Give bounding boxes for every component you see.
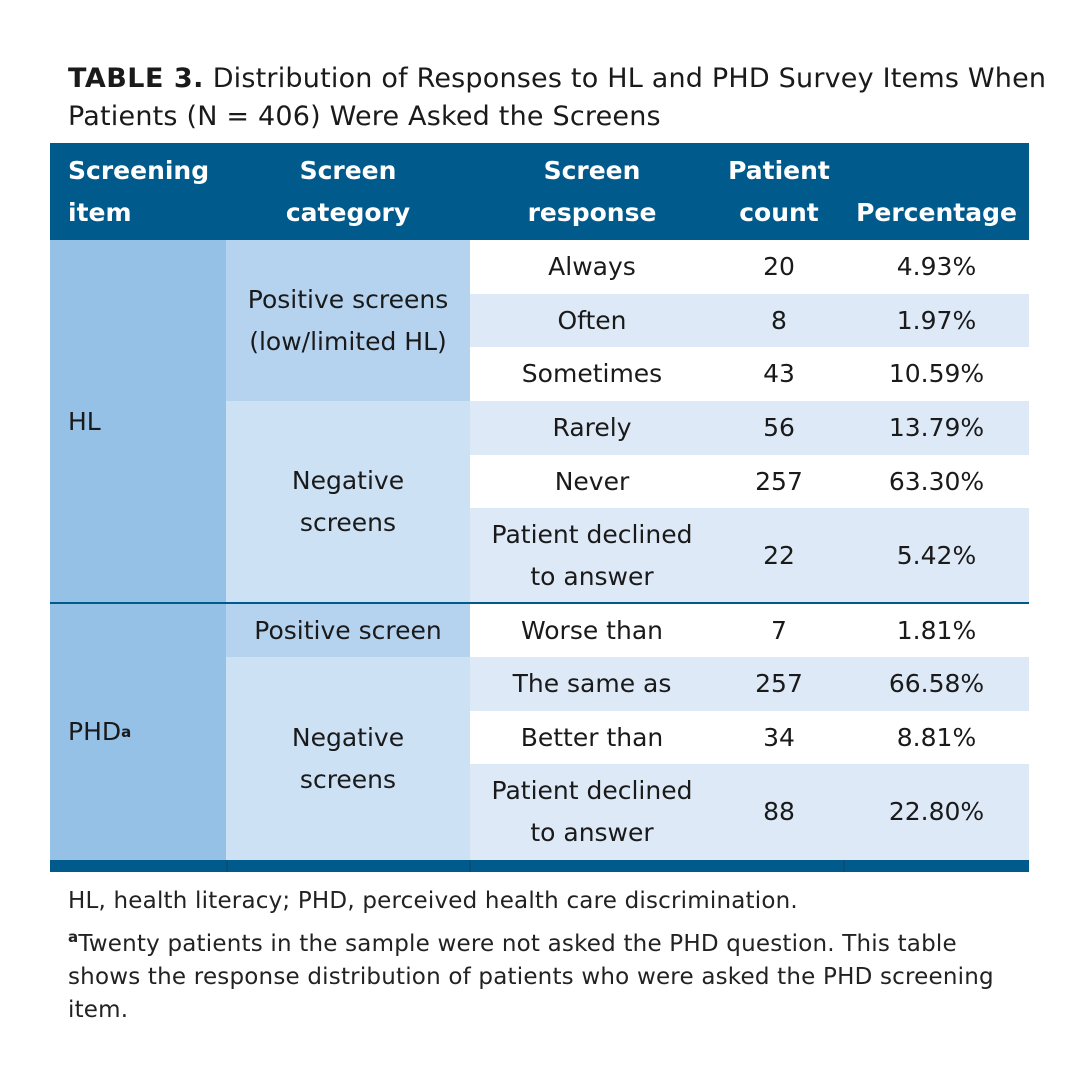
- header-percentage: Percentage: [856, 198, 1017, 227]
- response-cell: Always: [470, 240, 714, 294]
- response-cell: Patient declined to answer: [470, 508, 714, 603]
- response-cell: Patient declined to answer: [470, 764, 714, 860]
- percentage-cell: 1.97%: [844, 294, 1029, 347]
- table-title: [68, 60, 1048, 136]
- count-cell: 257: [714, 657, 844, 711]
- category-phd-positive: Positive screen: [226, 604, 470, 657]
- count-cell: 8: [714, 294, 844, 347]
- header-patient-count: Patient count: [728, 156, 830, 227]
- count-cell: 7: [714, 604, 844, 657]
- column-separator: [469, 860, 471, 872]
- group-item-phd: PHD a: [50, 604, 226, 860]
- count-cell: 56: [714, 401, 844, 455]
- data-table: [50, 143, 1029, 872]
- percentage-cell: 13.79%: [844, 401, 1029, 455]
- footnote-a-text: Twenty patients in the sample were not asked the PHD question. This table shows the response distribution of patients who were asked the PHD screening item.: [68, 931, 994, 1023]
- count-cell: 22: [714, 508, 844, 603]
- percentage-cell: 22.80%: [844, 764, 1029, 860]
- response-cell: Rarely: [470, 401, 714, 455]
- group-item-hl: HL: [50, 240, 226, 603]
- category-phd-negative: Negative screens: [226, 657, 470, 860]
- column-separator: [226, 860, 228, 872]
- header-screen-response: Screen response: [527, 156, 657, 227]
- percentage-cell: 66.58%: [844, 657, 1029, 711]
- count-cell: 43: [714, 347, 844, 401]
- table-label: TABLE 3.: [68, 63, 204, 94]
- header-screen-category: Screen category: [285, 156, 411, 227]
- response-cell: The same as: [470, 657, 714, 711]
- response-cell: Sometimes: [470, 347, 714, 401]
- table-header: [50, 143, 1029, 240]
- response-cell: Worse than: [470, 604, 714, 657]
- header-screening-item: Screening item: [68, 156, 210, 227]
- count-cell: 257: [714, 455, 844, 508]
- category-hl-negative: Negative screens: [226, 401, 470, 603]
- percentage-cell: 1.81%: [844, 604, 1029, 657]
- response-cell: Often: [470, 294, 714, 347]
- table-bottom-rule: [50, 860, 1029, 872]
- percentage-cell: 63.30%: [844, 455, 1029, 508]
- count-cell: 20: [714, 240, 844, 294]
- percentage-cell: 10.59%: [844, 347, 1029, 401]
- category-hl-positive: Positive screens (low/limited HL): [226, 240, 470, 401]
- count-cell: 34: [714, 711, 844, 764]
- footnote-a: [68, 928, 1028, 1027]
- percentage-cell: 5.42%: [844, 508, 1029, 603]
- percentage-cell: 4.93%: [844, 240, 1029, 294]
- footnote-abbreviations: HL, health literacy; PHD, perceived health care discrimination.: [68, 888, 798, 914]
- response-cell: Better than: [470, 711, 714, 764]
- percentage-cell: 8.81%: [844, 711, 1029, 764]
- table-caption: Distribution of Responses to HL and PHD Survey Items When Patients (N = 406) Were Asked the Screens: [68, 63, 1047, 132]
- footnote-a-marker: a: [68, 928, 79, 946]
- column-separator: [843, 860, 845, 872]
- group-item-phd-label: PHD: [68, 717, 122, 746]
- count-cell: 88: [714, 764, 844, 860]
- response-cell: Never: [470, 455, 714, 508]
